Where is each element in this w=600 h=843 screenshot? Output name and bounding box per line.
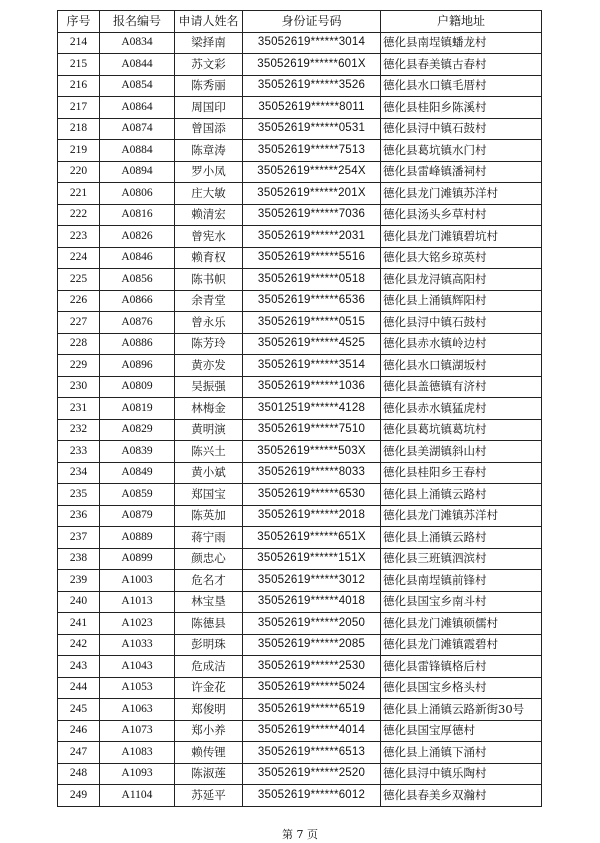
- table-row: [58, 763, 542, 785]
- cell-name: 赖清宏: [175, 204, 243, 226]
- applicant-table: [57, 10, 542, 807]
- cell-id: 35052619******201X: [243, 183, 381, 205]
- cell-addr: 德化县三班镇泗滨村: [381, 548, 542, 570]
- cell-id: 35052619******0531: [243, 118, 381, 140]
- cell-id: 35052619******0515: [243, 312, 381, 334]
- cell-code: A0884: [100, 140, 175, 162]
- table-row: [58, 97, 542, 119]
- cell-id: 35052619******2085: [243, 634, 381, 656]
- cell-addr: 德化县水口镇毛厝村: [381, 75, 542, 97]
- cell-name: 陈秀丽: [175, 75, 243, 97]
- cell-addr: 德化县上涌镇云路新街30号: [381, 699, 542, 721]
- cell-name: 陈淑莲: [175, 763, 243, 785]
- header-addr: 户籍地址: [381, 11, 542, 33]
- table-row: [58, 570, 542, 592]
- cell-id: 35052619******8011: [243, 97, 381, 119]
- table-row: [58, 419, 542, 441]
- cell-seq: 240: [58, 591, 100, 613]
- table-row: [58, 161, 542, 183]
- cell-id: 35052619******2018: [243, 505, 381, 527]
- cell-seq: 236: [58, 505, 100, 527]
- table-row: [58, 591, 542, 613]
- cell-code: A1073: [100, 720, 175, 742]
- cell-seq: 232: [58, 419, 100, 441]
- cell-name: 彭明珠: [175, 634, 243, 656]
- cell-id: 35052619******6530: [243, 484, 381, 506]
- cell-name: 余青堂: [175, 290, 243, 312]
- table-row: [58, 548, 542, 570]
- cell-code: A0879: [100, 505, 175, 527]
- cell-id: 35052619******6519: [243, 699, 381, 721]
- cell-seq: 217: [58, 97, 100, 119]
- cell-id: 35052619******5024: [243, 677, 381, 699]
- cell-id: 35052619******7513: [243, 140, 381, 162]
- cell-code: A0846: [100, 247, 175, 269]
- page-number: 第 7 页: [282, 828, 318, 841]
- cell-addr: 德化县雷锋镇格后村: [381, 656, 542, 678]
- cell-id: 35052619******6012: [243, 785, 381, 807]
- cell-id: 35052619******601X: [243, 54, 381, 76]
- cell-id: 35052619******503X: [243, 441, 381, 463]
- cell-name: 黄小斌: [175, 462, 243, 484]
- cell-addr: 德化县浔中镇乐陶村: [381, 763, 542, 785]
- cell-id: 35052619******151X: [243, 548, 381, 570]
- cell-name: 曾永乐: [175, 312, 243, 334]
- cell-name: 赖育权: [175, 247, 243, 269]
- cell-seq: 214: [58, 32, 100, 54]
- cell-addr: 德化县龙浔镇高阳村: [381, 269, 542, 291]
- cell-name: 苏延平: [175, 785, 243, 807]
- cell-seq: 235: [58, 484, 100, 506]
- cell-id: 35012519******4128: [243, 398, 381, 420]
- table-row: [58, 484, 542, 506]
- cell-seq: 247: [58, 742, 100, 764]
- cell-name: 赖传锂: [175, 742, 243, 764]
- table-row: [58, 634, 542, 656]
- cell-addr: 德化县浔中镇石鼓村: [381, 312, 542, 334]
- cell-id: 35052619******3012: [243, 570, 381, 592]
- cell-id: 35052619******8033: [243, 462, 381, 484]
- cell-addr: 德化县葛坑镇葛坑村: [381, 419, 542, 441]
- cell-code: A0856: [100, 269, 175, 291]
- table-row: [58, 247, 542, 269]
- cell-seq: 225: [58, 269, 100, 291]
- cell-code: A0839: [100, 441, 175, 463]
- cell-code: A1053: [100, 677, 175, 699]
- cell-seq: 245: [58, 699, 100, 721]
- cell-seq: 239: [58, 570, 100, 592]
- cell-code: A1104: [100, 785, 175, 807]
- cell-code: A1043: [100, 656, 175, 678]
- cell-code: A1003: [100, 570, 175, 592]
- table-row: [58, 333, 542, 355]
- cell-addr: 德化县龙门滩镇硕儒村: [381, 613, 542, 635]
- cell-id: 35052619******7510: [243, 419, 381, 441]
- cell-name: 陈兴土: [175, 441, 243, 463]
- cell-code: A0829: [100, 419, 175, 441]
- cell-addr: 德化县春美乡双瀚村: [381, 785, 542, 807]
- cell-code: A1093: [100, 763, 175, 785]
- table-row: [58, 720, 542, 742]
- cell-seq: 231: [58, 398, 100, 420]
- table-row: [58, 183, 542, 205]
- cell-name: 苏文彩: [175, 54, 243, 76]
- cell-seq: 223: [58, 226, 100, 248]
- cell-addr: 德化县上涌镇云路村: [381, 527, 542, 549]
- cell-addr: 德化县大铭乡琼英村: [381, 247, 542, 269]
- header-seq: 序号: [58, 11, 100, 33]
- cell-addr: 德化县水口镇湖坂村: [381, 355, 542, 377]
- cell-seq: 241: [58, 613, 100, 635]
- cell-addr: 德化县雷峰镇潘祠村: [381, 161, 542, 183]
- cell-name: 危成洁: [175, 656, 243, 678]
- cell-name: 林梅金: [175, 398, 243, 420]
- cell-id: 35052619******4525: [243, 333, 381, 355]
- cell-code: A0886: [100, 333, 175, 355]
- cell-addr: 德化县龙门滩镇碧坑村: [381, 226, 542, 248]
- cell-addr: 德化县国宝厚德村: [381, 720, 542, 742]
- table-row: [58, 312, 542, 334]
- cell-id: 35052619******4014: [243, 720, 381, 742]
- header-code: 报名编号: [100, 11, 175, 33]
- cell-seq: 219: [58, 140, 100, 162]
- table-row: [58, 505, 542, 527]
- cell-addr: 德化县赤水镇岭边村: [381, 333, 542, 355]
- cell-addr: 德化县盖德镇有济村: [381, 376, 542, 398]
- cell-code: A0854: [100, 75, 175, 97]
- cell-name: 危名才: [175, 570, 243, 592]
- cell-addr: 德化县上涌镇下涌村: [381, 742, 542, 764]
- cell-seq: 248: [58, 763, 100, 785]
- cell-addr: 德化县春美镇古春村: [381, 54, 542, 76]
- cell-code: A1063: [100, 699, 175, 721]
- cell-code: A0899: [100, 548, 175, 570]
- table-row: [58, 441, 542, 463]
- table-row: [58, 32, 542, 54]
- table-body: [58, 32, 542, 806]
- cell-code: A1013: [100, 591, 175, 613]
- cell-addr: 德化县上涌镇辉阳村: [381, 290, 542, 312]
- table-header-row: [58, 11, 542, 33]
- cell-name: 曾国添: [175, 118, 243, 140]
- cell-name: 许金花: [175, 677, 243, 699]
- cell-code: A0859: [100, 484, 175, 506]
- table-row: [58, 699, 542, 721]
- cell-addr: 德化县上涌镇云路村: [381, 484, 542, 506]
- table-row: [58, 118, 542, 140]
- table-row: [58, 54, 542, 76]
- cell-seq: 226: [58, 290, 100, 312]
- cell-name: 周国印: [175, 97, 243, 119]
- cell-id: 35052619******2031: [243, 226, 381, 248]
- cell-name: 蒋宁雨: [175, 527, 243, 549]
- cell-addr: 德化县南埕镇蟠龙村: [381, 32, 542, 54]
- cell-name: 黄亦发: [175, 355, 243, 377]
- cell-seq: 229: [58, 355, 100, 377]
- cell-id: 35052619******254X: [243, 161, 381, 183]
- table-row: [58, 376, 542, 398]
- cell-code: A1033: [100, 634, 175, 656]
- cell-name: 颜忠心: [175, 548, 243, 570]
- cell-code: A1023: [100, 613, 175, 635]
- cell-addr: 德化县南埕镇前锋村: [381, 570, 542, 592]
- table-row: [58, 785, 542, 807]
- cell-seq: 227: [58, 312, 100, 334]
- cell-id: 35052619******0518: [243, 269, 381, 291]
- cell-code: A0894: [100, 161, 175, 183]
- cell-code: A0896: [100, 355, 175, 377]
- table-row: [58, 527, 542, 549]
- cell-code: A0834: [100, 32, 175, 54]
- cell-addr: 德化县龙门滩镇苏洋村: [381, 505, 542, 527]
- cell-addr: 德化县龙门滩镇苏洋村: [381, 183, 542, 205]
- table-row: [58, 613, 542, 635]
- cell-name: 罗小凤: [175, 161, 243, 183]
- cell-seq: 220: [58, 161, 100, 183]
- cell-code: A0826: [100, 226, 175, 248]
- cell-code: A0876: [100, 312, 175, 334]
- cell-id: 35052619******7036: [243, 204, 381, 226]
- table-row: [58, 290, 542, 312]
- cell-seq: 243: [58, 656, 100, 678]
- table-row: [58, 75, 542, 97]
- cell-id: 35052619******3526: [243, 75, 381, 97]
- cell-seq: 249: [58, 785, 100, 807]
- cell-seq: 238: [58, 548, 100, 570]
- cell-id: 35052619******2520: [243, 763, 381, 785]
- table-row: [58, 677, 542, 699]
- cell-code: A0866: [100, 290, 175, 312]
- cell-name: 郑小养: [175, 720, 243, 742]
- cell-code: A0889: [100, 527, 175, 549]
- table-row: [58, 355, 542, 377]
- cell-id: 35052619******651X: [243, 527, 381, 549]
- cell-id: 35052619******6513: [243, 742, 381, 764]
- cell-id: 35052619******2530: [243, 656, 381, 678]
- table-row: [58, 398, 542, 420]
- table-row: [58, 462, 542, 484]
- cell-addr: 德化县桂阳乡王春村: [381, 462, 542, 484]
- cell-code: A0816: [100, 204, 175, 226]
- table-row: [58, 269, 542, 291]
- cell-name: 梁择南: [175, 32, 243, 54]
- cell-addr: 德化县赤水镇猛虎村: [381, 398, 542, 420]
- cell-name: 陈德县: [175, 613, 243, 635]
- cell-seq: 244: [58, 677, 100, 699]
- cell-name: 郑俊明: [175, 699, 243, 721]
- cell-seq: 246: [58, 720, 100, 742]
- cell-seq: 218: [58, 118, 100, 140]
- cell-code: A0849: [100, 462, 175, 484]
- cell-id: 35052619******4018: [243, 591, 381, 613]
- cell-addr: 德化县汤头乡草村村: [381, 204, 542, 226]
- cell-name: 陈英加: [175, 505, 243, 527]
- cell-id: 35052619******6536: [243, 290, 381, 312]
- table-row: [58, 140, 542, 162]
- table-row: [58, 742, 542, 764]
- table-row: [58, 656, 542, 678]
- cell-seq: 234: [58, 462, 100, 484]
- cell-seq: 242: [58, 634, 100, 656]
- cell-code: A0844: [100, 54, 175, 76]
- cell-code: A0809: [100, 376, 175, 398]
- table-row: [58, 204, 542, 226]
- cell-name: 曾宪水: [175, 226, 243, 248]
- cell-addr: 德化县浔中镇石鼓村: [381, 118, 542, 140]
- cell-name: 黄明演: [175, 419, 243, 441]
- cell-name: 郑国宝: [175, 484, 243, 506]
- cell-addr: 德化县葛坑镇水门村: [381, 140, 542, 162]
- cell-name: 庄大敏: [175, 183, 243, 205]
- cell-addr: 德化县龙门滩镇霞碧村: [381, 634, 542, 656]
- cell-name: 吴振强: [175, 376, 243, 398]
- cell-code: A0806: [100, 183, 175, 205]
- cell-seq: 230: [58, 376, 100, 398]
- cell-code: A1083: [100, 742, 175, 764]
- cell-addr: 德化县国宝乡南斗村: [381, 591, 542, 613]
- cell-addr: 德化县桂阳乡陈溪村: [381, 97, 542, 119]
- cell-name: 陈章涛: [175, 140, 243, 162]
- cell-seq: 216: [58, 75, 100, 97]
- cell-name: 陈书帜: [175, 269, 243, 291]
- cell-name: 陈芳玲: [175, 333, 243, 355]
- cell-seq: 215: [58, 54, 100, 76]
- cell-seq: 237: [58, 527, 100, 549]
- cell-id: 35052619******3514: [243, 355, 381, 377]
- cell-id: 35052619******5516: [243, 247, 381, 269]
- cell-code: A0819: [100, 398, 175, 420]
- cell-name: 林宝垦: [175, 591, 243, 613]
- cell-seq: 233: [58, 441, 100, 463]
- header-id: 身份证号码: [243, 11, 381, 33]
- cell-seq: 224: [58, 247, 100, 269]
- cell-id: 35052619******1036: [243, 376, 381, 398]
- cell-seq: 222: [58, 204, 100, 226]
- header-name: 申请人姓名: [175, 11, 243, 33]
- table-row: [58, 226, 542, 248]
- cell-addr: 德化县国宝乡格头村: [381, 677, 542, 699]
- cell-code: A0864: [100, 97, 175, 119]
- cell-seq: 221: [58, 183, 100, 205]
- cell-seq: 228: [58, 333, 100, 355]
- cell-addr: 德化县美湖镇斜山村: [381, 441, 542, 463]
- cell-id: 35052619******3014: [243, 32, 381, 54]
- cell-id: 35052619******2050: [243, 613, 381, 635]
- cell-code: A0874: [100, 118, 175, 140]
